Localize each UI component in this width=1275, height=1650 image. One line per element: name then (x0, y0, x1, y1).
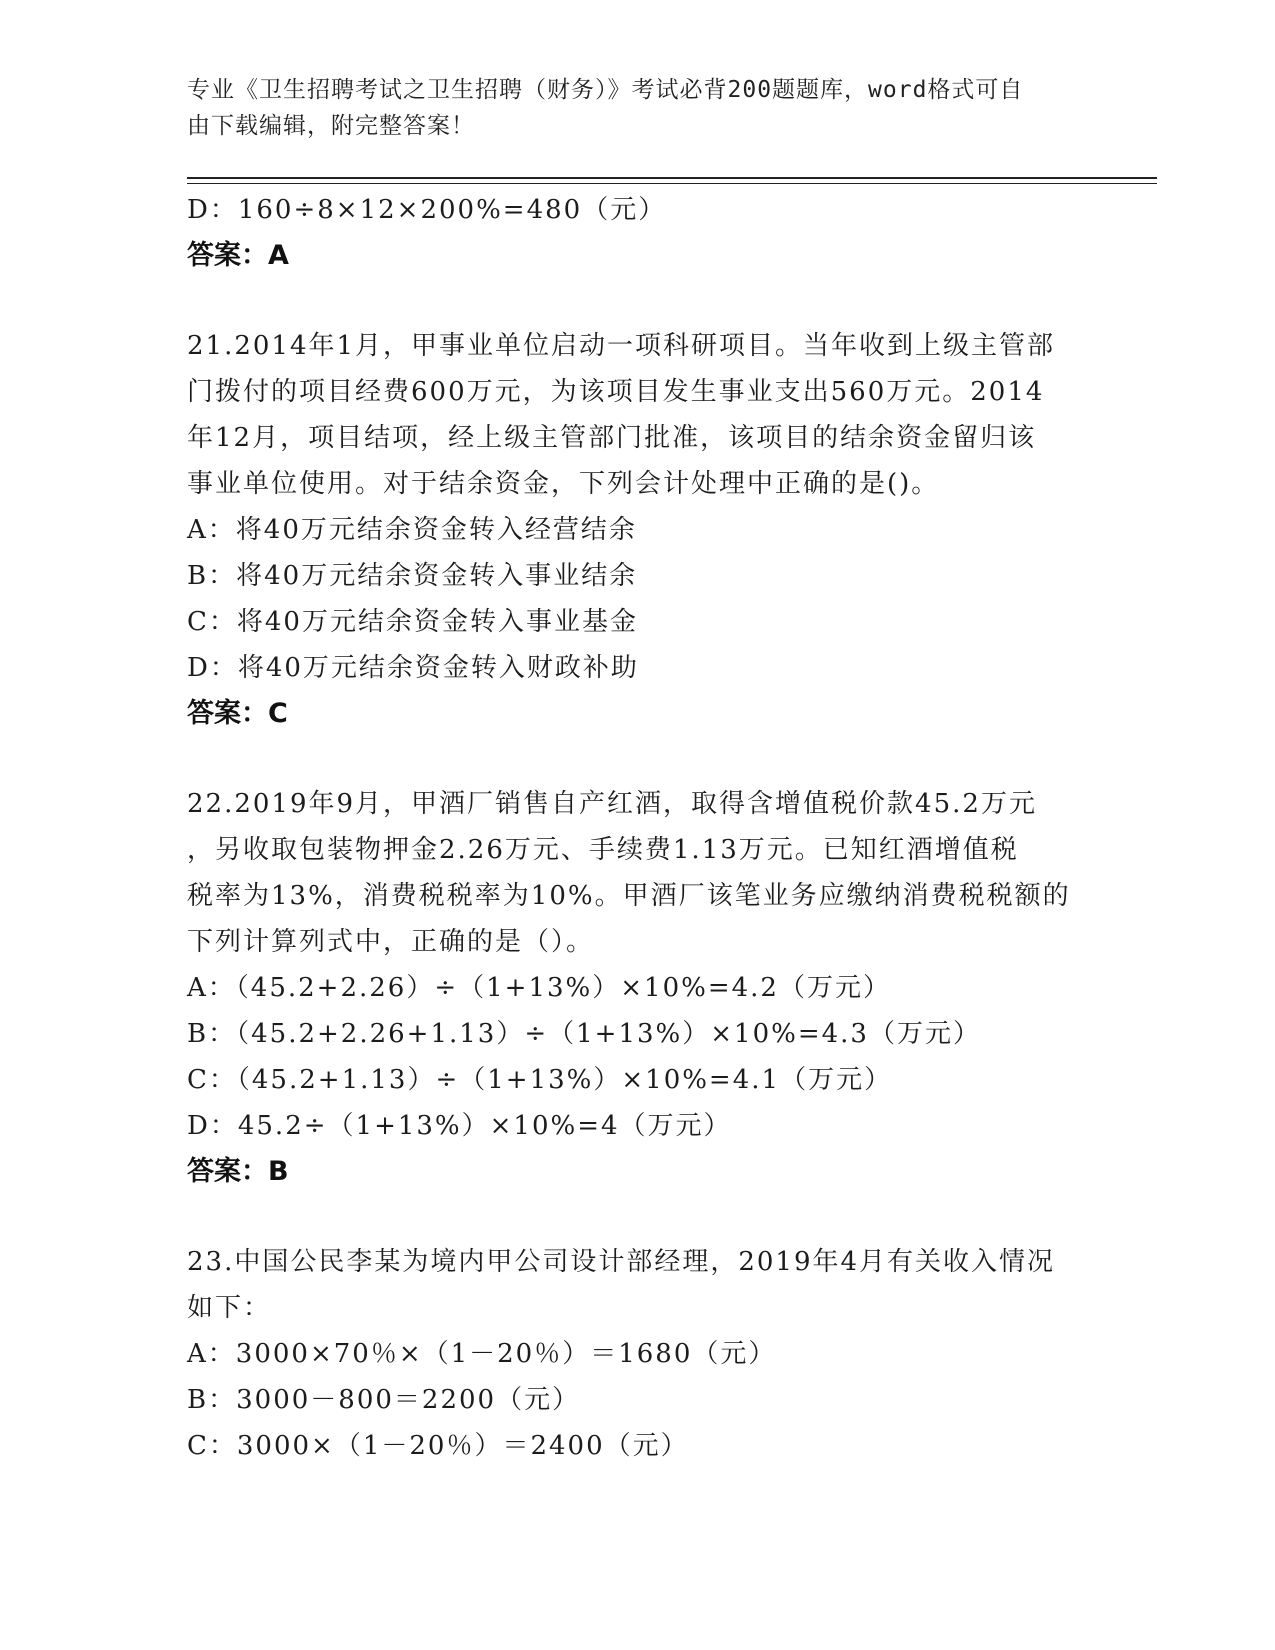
header-divider-thin (187, 183, 1157, 184)
option-c: C：将40万元结余资金转入事业基金 (187, 607, 638, 637)
option-a: A：（45.2+2.26）÷（1+13%）×10%=4.2（万元） (187, 973, 891, 1003)
answer-line: 答案：C (187, 698, 288, 729)
question-stem-line: 事业单位使用。对于结余资金，下列会计处理中正确的是()。 (187, 469, 940, 499)
option-b: B：将40万元结余资金转入事业结余 (187, 561, 638, 591)
option-c: C：3000×（1－20％）＝2400（元） (187, 1431, 689, 1461)
header-line-2: 由下载编辑，附完整答案！ (187, 113, 475, 139)
question-stem-line: 年12月，项目结项，经上级主管部门批准，该项目的结余资金留归该 (187, 423, 1037, 453)
option-b: B：（45.2+2.26+1.13）÷（1+13%）×10%=4.3（万元） (187, 1019, 981, 1049)
question-21 (187, 323, 1087, 737)
header-divider-thick (187, 177, 1157, 179)
prev-question-tail (187, 187, 1087, 279)
option-d: D：45.2÷（1+13%）×10%=4（万元） (187, 1111, 732, 1141)
option-d: D：将40万元结余资金转入财政补助 (187, 653, 639, 683)
question-stem-line: ，另收取包装物押金2.26万元、手续费1.13万元。已知红酒增值税 (187, 835, 1019, 865)
question-22 (187, 781, 1087, 1195)
header-line-1: 专业《卫生招聘考试之卫生招聘（财务）》考试必背200题题库，word格式可自 (187, 77, 1024, 103)
question-stem-line: 税率为13%，消费税税率为10%。甲酒厂该笔业务应缴纳消费税税额的 (187, 881, 1071, 911)
document-body (187, 187, 1087, 1469)
option-c: C：（45.2+1.13）÷（1+13%）×10%=4.1（万元） (187, 1065, 893, 1095)
question-stem-line: 下列计算列式中，正确的是（）。 (187, 927, 595, 957)
question-23 (187, 1239, 1087, 1469)
question-stem-line: 22.2019年9月，甲酒厂销售自产红酒，取得含增值税价款45.2万元 (187, 789, 1037, 819)
question-stem-line: 门拨付的项目经费600万元，为该项目发生事业支出560万元。2014 (187, 377, 1045, 407)
spacer (187, 1195, 1087, 1239)
question-stem-line: 23.中国公民李某为境内甲公司设计部经理，2019年4月有关收入情况 (187, 1247, 1056, 1277)
page-header (187, 72, 1087, 144)
option-b: B：3000－800＝2200（元） (187, 1385, 581, 1415)
answer-line: 答案：A (187, 240, 289, 271)
spacer (187, 737, 1087, 781)
question-stem-line: 如下： (187, 1293, 272, 1323)
option-a: A：3000×70％×（1－20％）＝1680（元） (187, 1339, 777, 1369)
spacer (187, 279, 1087, 323)
option-d: D：160÷8×12×200%=480（元） (187, 195, 667, 225)
answer-line: 答案：B (187, 1156, 289, 1187)
option-a: A：将40万元结余资金转入经营结余 (187, 515, 637, 545)
question-stem-line: 21.2014年1月，甲事业单位启动一项科研项目。当年收到上级主管部 (187, 331, 1056, 361)
